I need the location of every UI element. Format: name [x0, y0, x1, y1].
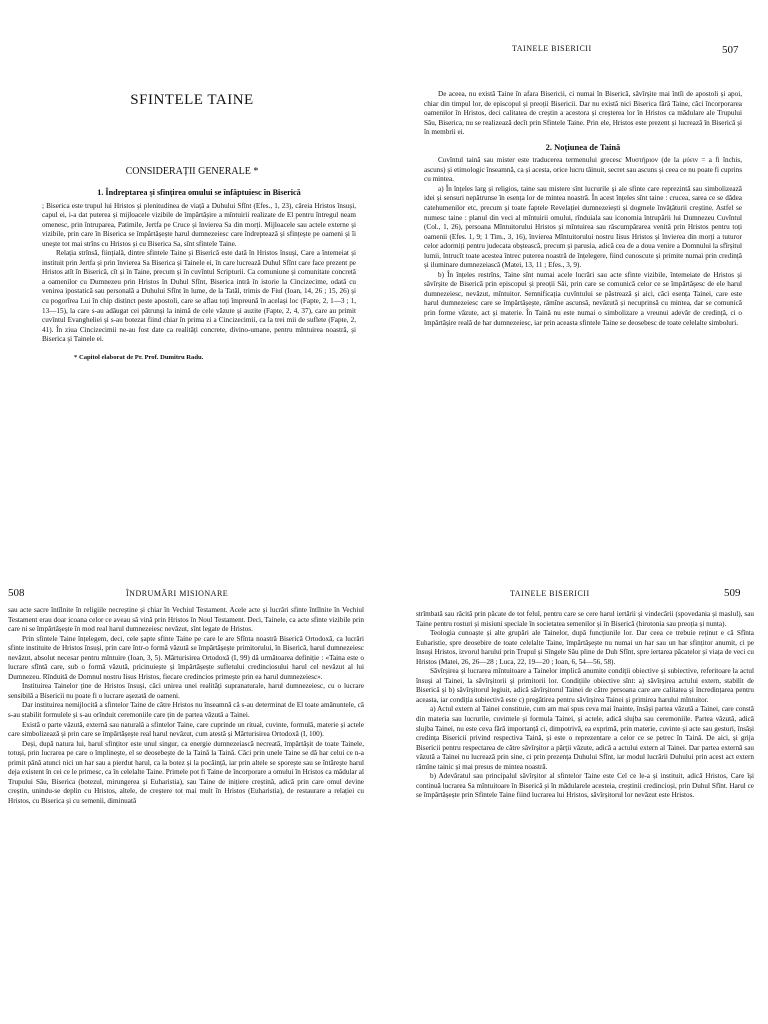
paragraph: Săvîrșirea și lucrarea mîntuitoare a Tainelor implică anumite condiții obiective și subiective, referitoare la actul însuși al Tainei, la săvîrșitorii și primitorii lor. Condițiile obiective sînt: a) săvîrșirea actului extern, stabilit de Biserică și b) săvîrșitorul legiuit, adică săvîrșitorul Tainei de către persoana care are calitatea și încredințarea pentru aceasta, iar condiția subiectivă este c) pregătirea pentru săvîrșirea Tainei și primirea harului mîntuitor.	[416, 667, 754, 704]
running-head: TAINELE BISERICII	[510, 589, 590, 598]
text-column	[42, 188, 356, 362]
text-column	[8, 606, 364, 806]
paragraph: Prin sfintele Taine înțelegem, deci, cele șapte sfinte Taine pe care le are Sfînta noastră Biserică Ortodoxă, ca lucrări sfinte instituite de Hristos însuși, prin care într-o formă văzută se împărtășește primitorului, în Biserică, harul dumnezeiesc nevăzut, absolut necesar pentru mîntuire (Ioan, 3, 5). Mărturisirea Ortodoxă (I, 99) dă următoarea definiție : «Taina este o lucrare sfîntă care, sub o formă văzută, pricinuiește și împărtășește sufletului credinciosului harul cel nevăzut al lui Dumnezeu. Rînduită de Domnul nostru Iisus Hristos, fiecare credincios primește prin ea harul dumnezeiesc».	[8, 634, 364, 681]
page-507	[384, 0, 768, 512]
paragraph: Există o parte văzută, externă sau naturală a sfintelor Taine, care cuprinde un ritual, cuvinte, formulă, materie și actele care simbolizează și prin care se împărtășește real harul nevăzut, cum atestă și Mărturisirea Ortodoxă (I, 100).	[8, 720, 364, 739]
paragraph: Cuvîntul taină sau mister este traducerea termenului grecesc Μυστήριον (de la μύειν = a fi închis, ascuns) și etimologic înseamnă, ca și acesta, orice lucru tăinuit, secret sau ascuns și ceea ce nu poate fi cuprins cu mintea.	[424, 156, 742, 184]
paragraph: sau acte sacre întîlnite în religiile necreștine și chiar în Vechiul Testament. Acele acte și lucrări sfinte întîlnite în Vechiul Testament erau doar icoana celor ce aveau să vină prin Hristos în Noul Testament. Deci, Tainele, ca acte sfinte vizibile prin care ni se împărtășește în mod real harul dumnezeiesc nevăzut, sînt legate de Hristos.	[8, 606, 364, 634]
paragraph: Relația strînsă, ființială, dintre sfintele Taine și Biserică este dată în Hristos însuși, Care a întemeiat și instituit prin Jertfa și prin învierea Sa Biserica și Tainele ei, în care lucrează Duhul Sfînt care face prezent pe Hristos atît în Biserică, cît și în Taine, precum și în cuvîntul Scripturii. Ca comuniune și comunitate concretă a oamenilor cu Dumnezeu prin Hristos în Duhul Sfînt, Biserica intră în istorie la Cincizecime, odată cu venirea ipostatică sau personală a Duhului Sfînt în lume, de la Tatăl, trimis de Fiul (Ioan, 14, 26 ; 15, 26) și cu pogorîrea Lui în chip distinct peste apostoli, care se aflau toți împreună în același loc (Fapte, 2, 1—3 ; 1, 13—15), la care s-au adăugat cei pătrunși la inimă de cele văzute și auzite (Fapte, 2, 4, 37), care au primit cuvîntul Evangheliei și s-au botezat fiind chiar în prima zi a Cincizecimii, ca la trei mii de suflete (Fapte, 2, 41). În ziua Cincizecimii ne-au fost date ca realități concrete, divino-umane, pentru mîntuirea noastră, și Biserica și Tainele ei.	[42, 249, 356, 344]
page-509	[384, 512, 768, 1024]
page-508	[0, 512, 384, 1024]
page-number: 509	[724, 587, 741, 599]
section-heading: 1. Îndreptarea și sfințirea omului se înfăptuiesc în Biserică	[97, 188, 301, 197]
paragraph: Instituirea Tainelor ține de Hristos însuși, căci unirea unei realități supranaturale, harul dumnezeiesc, cu o lucrare sensibilă a Bisericii nu poate fi o lucrare așezată de oameni.	[8, 682, 364, 700]
page-number: 508	[8, 587, 25, 599]
text-column	[416, 610, 754, 801]
page-upper-left	[0, 0, 384, 512]
text-column	[424, 90, 742, 328]
paragraph: b) În înțeles restrîns, Taine sînt numai acele lucrări sau acte sfinte vizibile, întemeiate de Hristos și săvîrșite de Biserică prin episcopul și preoții Săi, prin care se comunică celor ce se împărtășesc de ele harul dumnezeiesc, nevăzut, mîntuitor. Semnificația cuvîntului se păstrează și aici, căci esența Tainei, care este harul dumnezeiesc care se împărtășește, rămîne ascunsă, nevăzută și necuprinsă cu mintea, dar se comunică prin forme văzute, act și materie. În Taină nu este numai o simbolizare a vreunui adevăr de credință, ci o împărtășire reală de har dumnezeiesc, iar prin aceasta sfintele Taine se deosebesc de toate celelalte simboluri.	[424, 270, 742, 327]
chapter-subtitle: CONSIDERAȚII GENERALE *	[125, 166, 259, 177]
paragraph: Dar instituirea nemijlocită a sfintelor Taine de către Hristos nu înseamnă că s-au determinat de El toate amănuntele, că s-au stabilit formulele și s-au orînduit ceremoniile care țin de partea văzută a Tainei.	[8, 701, 364, 720]
running-head: ÎNDRUMĂRI MISIONARE	[126, 589, 229, 598]
paragraph: Teologia cunoaște și alte grupări ale Tainelor, după funcțiunile lor. Dar ceea ce trebuie reținut e că Sfînta Euharistie, spre deosebire de toate celelalte Taine, împărtășește nu numai un har sau un har sfințitor anumit, ci pe însuși Hristos, izvorul harului prin Trupul și Sîngele Său pline de Duh Sfînt, spre iertarea păcatelor și viața de veci cu Hristos (Matei, 26, 26—28 ; Luca, 22, 19—20 ; Ioan, 6, 54—56, 58).	[416, 629, 754, 666]
paragraph: Deși, după natura lui, harul sfințitor este unul singur, ca energie dumnezeiască necreată, împărtășit de toate Tainele, totuși, prin lucrarea pe care o împlinește, el se deosebește de la Taină la Taină. Căci prin unele Taine se dă har celui ce n-a primit până atunci nici un har sau a pierdut harul, ca la botez și la pocăință, iar prin altele se sporește sau se întărește harul deja existent în cei ce le primesc, ca în celelalte Taine. Primele pot fi Taine de încorporare a omului în Hristos ca mădular al Trupului Său, Biserica (botezul, mirungerea și Euharistia), sau Taine de inițiere creștină, adică prin care omul devine creștin, unindu-se deplin cu Hristos, altele, de creștere tot mai mult în Hristos (Euharistia), de restaurare a relației cu Hristos, cu Biserica și cu semenii, diminuată	[8, 739, 364, 805]
paragraph: strîmbată sau răcită prin păcate de tot felul, pentru care se cere harul iertării și vindecării (spovedania și maslul), sau Taine pentru rosturi și misiuni speciale în societatea semenilor și în Biserică (hirotonia sau preoția și nunta).	[416, 610, 754, 628]
paragraph: ; Biserica este trupul lui Hristos și plenitudinea de viață a Duhului Sfînt (Efes., 1, 23), căreia Hristos însuși, capul ei, i-a dat puterea și mijloacele vizibile de împărtășire a mîntuirii realizate de El pentru întregul neam omenesc, prin întruparea, Patimile, Jertfa pe Cruce și învierea Sa din morți. Mijloacele sau actele externe și vizibile, prin care în Biserica se împărtășește harul dumnezeiesc care îndreptează și sfințește pe oameni și îi unește tot mai strîns cu Hristos și cu Biserica Sa, sînt sfintele Taine.	[42, 201, 356, 248]
paragraph: De aceea, nu există Taine în afara Bisericii, ci numai în Biserică, săvîrșite mai întîi de apostoli și apoi, chiar din timpul lor, de episcopul și preoții Bisericii. Dar nu există nici Biserica fără Taine, căci încorporarea oamenilor în Hristos, deci calitatea de creștin a acestora și creșterea lor în Hristos ca mădulare ale Trupului Său, Biserica, nu se realizează decît prin Sfintele Taine. Prin ele, Hristos este prezent și lucrează în Biserică și în membrii ei.	[424, 90, 742, 137]
paragraph: a) În înțeles larg și religios, taine sau mistere sînt lucrurile și ale sfinte care reprezintă sau simbolizează idei și sensuri nepătrunse în esența lor de mintea noastră. În acest înțeles sînt taine : crucea, sarea ce se dădea catehumenilor etc, precum și toate faptele Revelației dumnezeiești și dogmele învățăturii creștine. Astfel se numesc taine : planul din veci al mîntuirii omului, rînduiala sau iconomia întrupării lui Dumnezeu Cuvîntul (Col., 1, 26), persoana Mîntuitorului Hristos și mîntuirea sau răscumpărarea venită prin Hristos pentru toți oamenii (Efes. 1, 9; 1 Tim., 3, 16), învierea Mîntuitorului nostru Iisus Hristos și învierea din morți a tuturor celor adormiți pentru judecata obștească, precum și parusia, adică cea de a doua venire a Domnului la sfîrșitul lumii, întrucît toate acestea întrec puterea noastră de înțelegere, fiind cunoscute și primite numai prin credință și iluminare dumnezeiască (Matei, 13, 11 ; Efes., 3, 9).	[424, 184, 742, 270]
section-heading: 2. Noțiunea de Taină	[545, 141, 621, 152]
paragraph: b) Adevăratul sau principalul săvîrșitor al sfintelor Taine este Cel ce le-a și instituit, adică Hristos, Care își continuă lucrarea Sa mîntuitoare în Biserică și în mădularele acesteia, creștinii credincioși, prin Duhul Sfînt. Harul ce se împărtășește prin Sfintele Taine fiind lucrarea lui Hristos, săvîrșitorul lor nevăzut este Hristos.	[416, 772, 754, 800]
running-head: TAINELE BISERICII	[512, 44, 592, 53]
paragraph: a) Actul extern al Tainei constituie, cum am mai spus ceva mai înainte, însăși partea văzută a Tainei, care constă din materia sau lucrurile, cuvintele și formula Tainei, și actele, adică slujba sau ceremoniile. Partea văzută, adică slujba Tainei, nu este ceva fără importanță ci, dimpotrivă, ea exprimă, prin materie, cuvinte și acte sau gesturi, însăși credința Bisericii privind respectiva Taină, și este o reprezentare a celor ce se petrec în Taină. De aici, și grija Bisericii pentru respectarea de către săvîrșitor a părții văzute, adică a actului extern al Tainei. Dar partea externă sau văzută a Tainei nu lucrează prin sine, ci prin prezența Duhului Sfînt, iar modul lucrării Duhului prin acest act extern rămîne tainic și mai presus de mintea noastră.	[416, 705, 754, 771]
page-number: 507	[722, 44, 739, 56]
chapter-title: SFINTELE TAINE	[130, 92, 254, 108]
footnote: * Capitol elaborat de Pr. Prof. Dumitru Radu.	[74, 353, 204, 361]
